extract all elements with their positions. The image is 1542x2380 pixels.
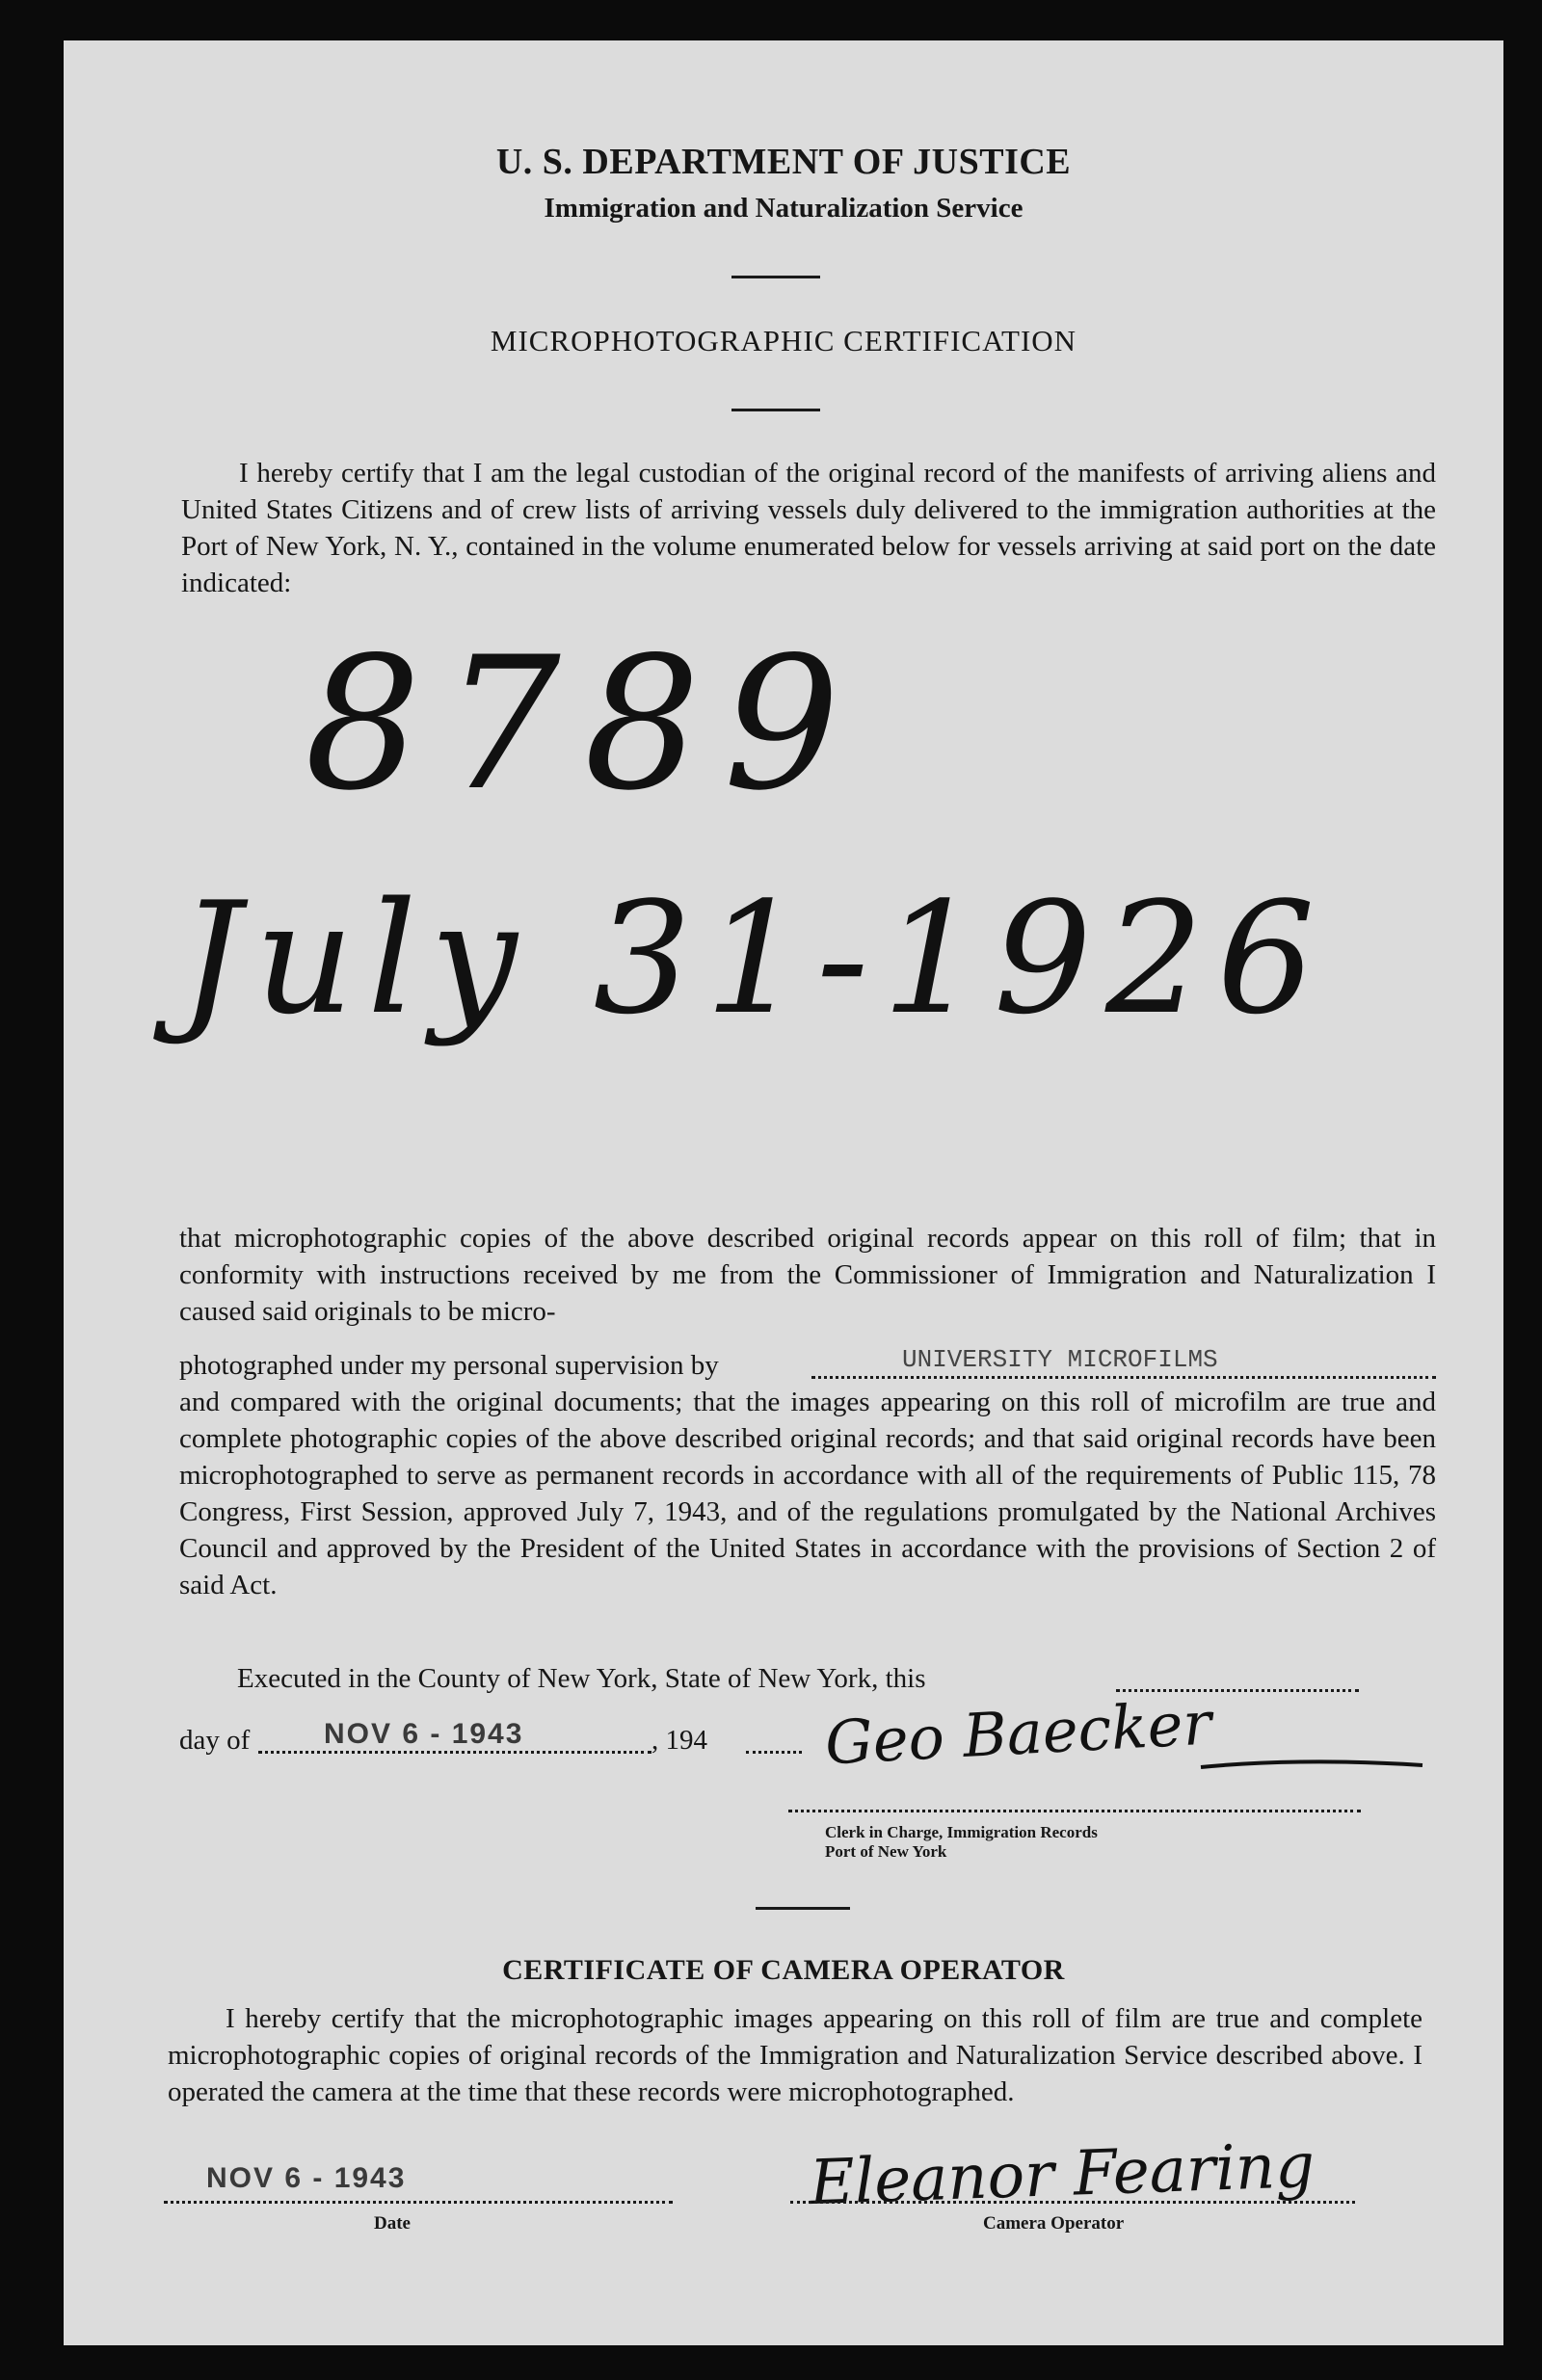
clerk-title-line-1: Clerk in Charge, Immigration Records bbox=[825, 1823, 1098, 1841]
signature-flourish-icon bbox=[1201, 1758, 1432, 1786]
operator-signature-line bbox=[790, 2201, 1355, 2204]
camera-operator-label: Camera Operator bbox=[983, 2213, 1125, 2234]
divider bbox=[731, 409, 820, 411]
body-paragraph-1 bbox=[179, 1220, 1436, 1330]
camera-operator-paragraph bbox=[168, 2000, 1422, 2110]
operator-date-stamp: NOV 6 - 1943 bbox=[206, 2162, 407, 2194]
divider bbox=[756, 1907, 850, 1910]
clerk-title bbox=[825, 1823, 1098, 1862]
execution-date-stamp: NOV 6 - 1943 bbox=[324, 1718, 524, 1750]
divider bbox=[731, 276, 820, 278]
certificate-sheet bbox=[64, 40, 1503, 2345]
day-of-label: day of bbox=[179, 1725, 251, 1756]
photographer-name: UNIVERSITY MICROFILMS bbox=[902, 1345, 1218, 1374]
department-heading: U. S. DEPARTMENT OF JUSTICE bbox=[495, 142, 1072, 182]
year-dotted-line bbox=[746, 1751, 802, 1754]
camera-operator-title: CERTIFICATE OF CAMERA OPERATOR bbox=[502, 1954, 1065, 1986]
clerk-signature-line bbox=[788, 1810, 1361, 1812]
photographed-by-line bbox=[179, 1347, 1436, 1384]
executed-label: Executed in the County of New York, State of New York, this bbox=[237, 1663, 926, 1694]
certification-title: MICROPHOTOGRAPHIC CERTIFICATION bbox=[490, 324, 1077, 357]
handwritten-volume-number: 8789 bbox=[305, 618, 864, 831]
clerk-signature: Geo Baecker bbox=[823, 1687, 1213, 1779]
date-dotted-line bbox=[164, 2201, 673, 2204]
intro-text: I hereby certify that I am the legal custodian of the original record of the manifests of arriving aliens and United States Citizens and of crew lists of arriving vessels duly delivered to the immigration authorities at the Port of New York, N. Y., contained in the volume enumerated below for vessels arriving at said port on the date indicated: bbox=[181, 458, 1436, 598]
year-label: , 194 bbox=[651, 1725, 707, 1756]
photographed-by-label: photographed under my personal supervision by bbox=[179, 1350, 719, 1381]
body-text-2: and compared with the original documents; that the images appearing on this roll of microfilm are true and complete photographic copies of the above described original records; and that said original records have been microphotographed to serve as permanent records in accordance with all of the requirements of Public 115, 78 Congress, First Session, approved July 7, 1943, and of the regulations promulgated by the National Archives Council and approved by the President of the United States in accordance with the provisions of Section 2 of said Act. bbox=[179, 1387, 1436, 1600]
body-paragraph-2 bbox=[179, 1384, 1436, 1603]
body-text-1: that microphotographic copies of the above described original records appear on this roll of film; that in conformity with instructions received by me from the Commissioner of Immigration and Naturalization I caused said originals to be micro- bbox=[179, 1223, 1436, 1327]
camera-operator-signature: Eleanor Fearing bbox=[808, 2129, 1316, 2220]
handwritten-volume-date: July 31-1926 bbox=[179, 868, 1329, 1048]
date-label: Date bbox=[374, 2213, 411, 2234]
service-subheading: Immigration and Naturalization Service bbox=[544, 193, 1024, 224]
intro-paragraph bbox=[181, 455, 1436, 601]
day-of-line bbox=[179, 1718, 854, 1759]
clerk-title-line-2: Port of New York bbox=[825, 1842, 947, 1861]
camera-operator-text: I hereby certify that the microphotographic images appearing on this roll of film are true and complete microphotographic copies of original records of the Immigration and Naturalization Service described above. I operated the camera at the time that these records were microphotographed. bbox=[168, 2003, 1422, 2107]
executed-line bbox=[237, 1660, 1436, 1697]
